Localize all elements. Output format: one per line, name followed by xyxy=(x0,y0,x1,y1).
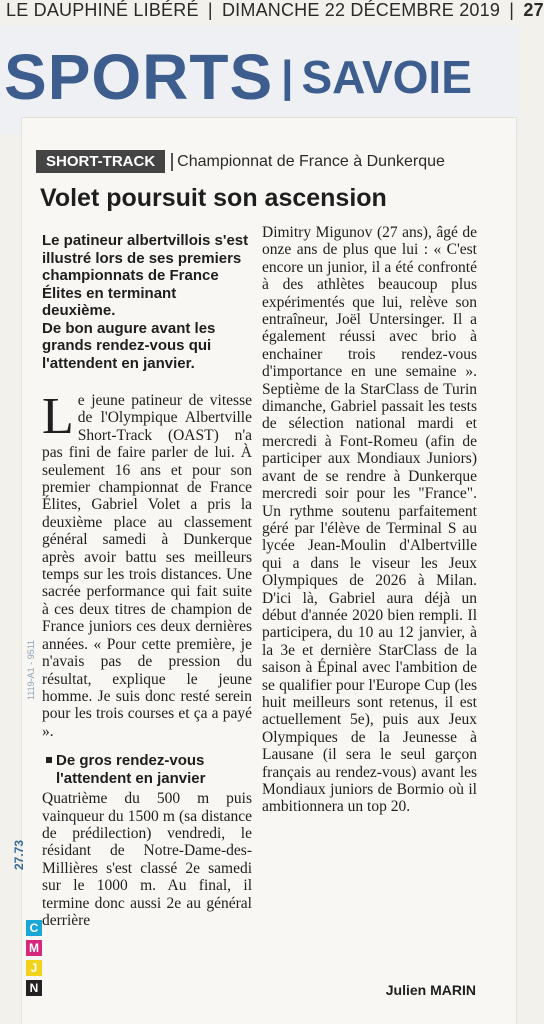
sport-tag: SHORT-TRACK xyxy=(36,150,165,173)
body-paragraph: Quatrième du 500 m puis vainqueur du 1500 m (sa distance de prédilection) vendredi, le résidant de Notre-Dame-des-Millières s'est classé 2e samedi sur le 1000 m. Au final, il termine donc aussi 2e au général derrière xyxy=(42,790,252,929)
article-kicker xyxy=(36,150,476,174)
section-divider: | xyxy=(281,52,294,101)
drop-cap: L xyxy=(42,388,74,445)
newspaper-header xyxy=(6,0,544,22)
color-mark-yellow: J xyxy=(26,960,42,976)
issue-date: DIMANCHE 22 DÉCEMBRE 2019 xyxy=(221,0,501,20)
article-subhead xyxy=(56,752,252,788)
lead-paragraph: De bon augure avant les grands rendez-vous qui l'attendent en janvier. xyxy=(42,319,216,372)
article-column-left xyxy=(42,232,252,941)
bullet-square-icon xyxy=(46,757,52,763)
paragraph-text: e jeune patineur de vitesse de l'Olympique Albertville Short-Track (OAST) n'a pas fini de faire parler de lui. À seulement 16 ans et pour son premier championnat de France Élites, Gabriel Volet a pris la deuxième place au classement général samedi à Dunkerque après avoir battu ses meilleurs temps sur les trois distances. Une sacrée performance qui fait suite à ces deux titres de champion de France juniors ces deux dernières années. « Pour cette première, je n'avais pas de pression du résultat, explique le jeune homme. Je suis donc resté serein pour les trois courses et ça a payé ». xyxy=(42,392,252,740)
lead-paragraph: Le patineur albertvillois s'est illustré lors de ses premiers championnats de France Élites en terminant deuxième. xyxy=(42,232,249,319)
cmyk-color-marks xyxy=(26,920,44,1000)
author-signature: Julien MARIN xyxy=(385,982,476,998)
article-column-right xyxy=(262,224,477,816)
header-separator: | xyxy=(207,0,213,20)
subhead-text: De gros rendez-vous l'attendent en janvier xyxy=(56,752,206,788)
newspaper-name: LE DAUPHINÉ LIBÉRÉ xyxy=(6,0,199,20)
color-mark-magenta: M xyxy=(26,940,42,956)
color-mark-cyan: C xyxy=(26,920,42,936)
body-paragraph: Dimitry Migunov (27 ans), âgé de onze ans de plus que lui : « C'est encore un junior, il a été confronté à des athlètes beaucoup plus expérimentés que lui, relève son entraîneur, Joël Untersinger. Il a également réussi avec brio à enchainer trois rendez-vous d'importance en une semaine ». Septième de la StarClass de Turin dimanche, Gabriel passait les tests de sélection national mardi et mercredi à Font-Romeu (afin de participer aux Mondiaux Juniors) avant de se rendre à Dunkerque mercredi soir pour les "France". Un rythme soutenu parfaitement géré par l'élève de Terminal S au lycée Jean-Moulin d'Albertville qui a dans le viseur les Jeux Olympiques de 2026 à Milan. D'ici là, Gabriel aura déjà un début d'année 2020 bien rempli. Il participera, du 10 au 12 janvier, à la 3e et dernière StarClass de la saison à Épinal avec l'ambition de se qualifier pour l'Europe Cup (les huit meilleurs sont retenus, il est actuellement 5e), puis aux Jeux Olympiques de la Jeunesse à Lausane (il sera le seul garçon français au rendez-vous) avant les Mondiaux juniors de Bormio où il ambitionnera un top 20. xyxy=(262,224,477,816)
article-lead xyxy=(42,232,252,372)
color-mark-black: N xyxy=(26,980,42,996)
section-name: SPORTS xyxy=(4,41,274,113)
side-reference: 1119-A1 - 9511 xyxy=(26,639,36,700)
header-separator: | xyxy=(509,0,515,20)
page-number: 27 xyxy=(523,0,544,20)
event-rubric: Championnat de France à Dunkerque xyxy=(171,153,445,171)
section-region: SAVOIE xyxy=(301,51,472,103)
side-code: 27.73 xyxy=(12,839,26,870)
article-headline: Volet poursuit son ascension xyxy=(40,184,387,212)
section-title xyxy=(4,40,472,114)
body-paragraph xyxy=(42,388,252,740)
